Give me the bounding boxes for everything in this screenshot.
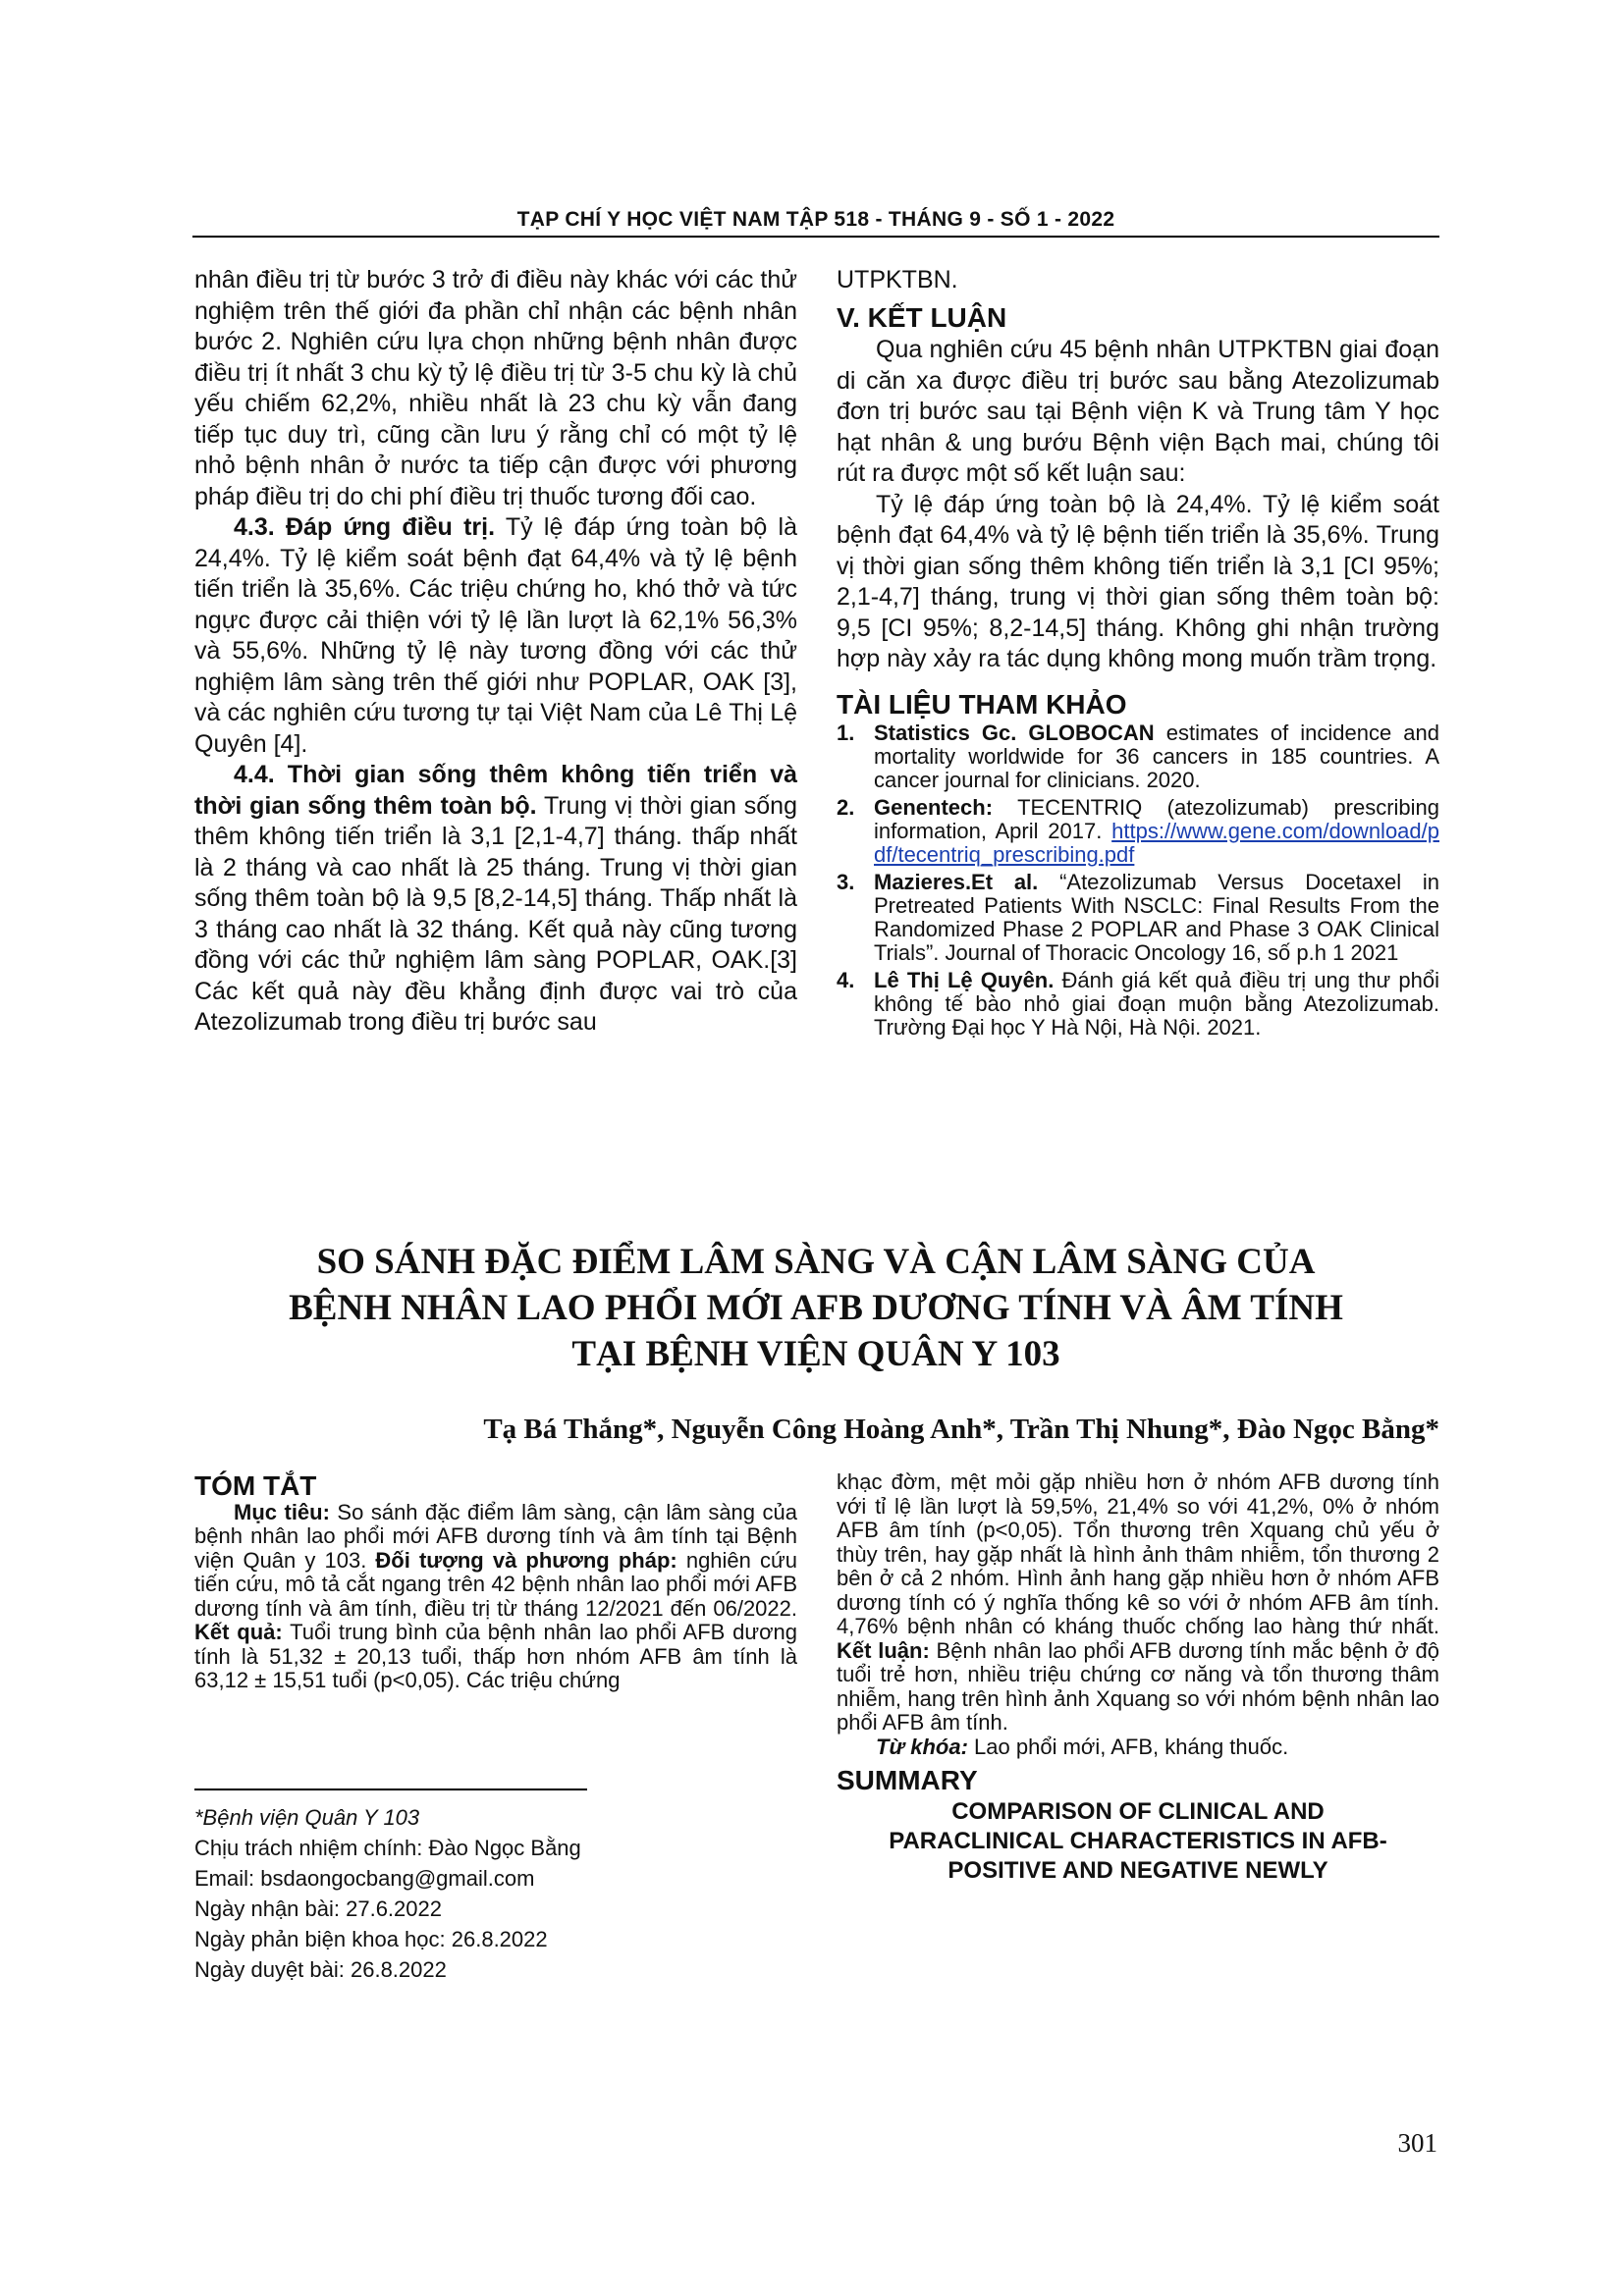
footnote-reviewed: Ngày phản biện khoa học: 26.8.2022 [194,1927,548,1951]
reference-text: “Atezolizumab Versus Docetaxel in Pretreated Patients With NSCLC: Final Results From the Randomized Phase 2 POPLAR and Phase 3 OAK Clinical Trials”. Journal of Thoracic Oncology 16, số p.h 1 2021 [874,870,1439,965]
article-title-line-2: BỆNH NHÂN LAO PHỔI MỚI AFB DƯƠNG TÍNH VÀ ÂM TÍNH [289,1288,1343,1328]
conclusion-text: Bệnh nhân lao phổi AFB dương tính mắc bệnh ở độ tuổi trẻ hơn, nhiều triệu chứng cơ năng và tổn thương thâm nhiễm, hang trên hình ảnh Xquang so với nhóm bệnh nhân lao phổi AFB âm tính. [837,1637,1439,1735]
continued-text: UTPKTBN. [837,266,958,294]
reference-number: 4. [837,968,855,992]
references-list [837,721,1439,1040]
article-authors: Tạ Bá Thắng*, Nguyễn Công Hoàng Anh*, Trần Thị Nhung*, Đào Ngọc Bằng* [483,1414,1439,1445]
references-heading: TÀI LIỆU THAM KHẢO [837,688,1127,720]
reference-number: 3. [837,870,855,894]
objective-label: Mục tiêu: [234,1499,330,1524]
reference-text: Đánh giá kết quả điều trị ung thư phổi không tế bào nhỏ giai đoạn muộn bằng Atezolizumab. Trường Đại học Y Hà Nội, Hà Nội. 2021. [874,968,1439,1040]
footnote-received: Ngày nhận bài: 27.6.2022 [194,1896,442,1921]
abstract-paragraph [194,1501,797,1693]
reference-number: 2. [837,795,855,820]
summary-title-line-1: COMPARISON OF CLINICAL AND [951,1797,1325,1825]
objective-text: So sánh đặc điểm lâm sàng, cận lâm sàng của bệnh nhân lao phổi mới AFB dương tính và âm tính tại Bệnh viện Quân y 103. [194,1499,797,1573]
running-header: TẠP CHÍ Y HỌC VIỆT NAM TẬP 518 - THÁNG 9 - SỐ 1 - 2022 [192,208,1439,238]
reference-author: Genentech: [874,795,994,820]
section-4-3 [194,512,797,760]
summary-title [837,1797,1439,1886]
summary-title-line-2: PARACLINICAL CHARACTERISTICS IN AFB- [889,1827,1387,1854]
summary-title-line-3: POSITIVE AND NEGATIVE NEWLY [947,1856,1328,1884]
results-label: Kết quả: [194,1620,283,1644]
abstract-heading: TÓM TẮT [194,1470,317,1501]
reference-author: Mazieres.Et al. [874,870,1039,894]
keywords [837,1735,1439,1760]
reference-author: Lê Thị Lệ Quyên. [874,968,1055,992]
reference-text: TECENTRIQ (atezolizumab) prescribing information, April 2017. [874,795,1439,843]
section-4-4 [194,760,797,1039]
abstract-paragraph-continued [837,1470,1439,1735]
reference-item [837,721,1439,792]
conclusion-paragraph-2: Tỷ lệ đáp ứng toàn bộ là 24,4%. Tỷ lệ kiểm soát bệnh đạt 64,4% và tỷ lệ bệnh tiến triển là 35,6%. Trung vị thời gian sống thêm không tiến triển là 3,1 [CI 95%; 2,1-4,7] tháng, trung vị thời gian sống thêm toàn bộ: 9,5 [CI 95%; 8,2-14,5] tháng. Không ghi nhận trường hợp này xảy ra tác dụng không mong muốn trầm trọng. [837,490,1439,672]
abstract-right-column [837,1470,1439,1886]
right-column [837,265,1439,1043]
article-title [192,1239,1439,1377]
section-4-3-heading: 4.3. Đáp ứng điều trị. [234,513,496,541]
results-text-continued: khạc đờm, mệt mỏi gặp nhiều hơn ở nhóm AFB dương tính với tỉ lệ lần lượt là 59,5%, 21,4% so với 41,2%, 0% ở nhóm AFB âm tính (p<0,05). Tổn thương trên Xquang chủ yếu ở thùy trên, hay gặp nhất là hình ảnh thâm nhiễm, tổn thương 2 bên ở cả 2 nhóm. Hình ảnh hang gặp nhiều hơn ở nhóm AFB dương tính có ý nghĩa thống kê so với ở nhóm AFB âm tính. 4,76% bệnh nhân có kháng thuốc chống lao hàng thứ nhất. [837,1469,1439,1638]
section-4-4-text: Trung vị thời gian sống thêm không tiến triển là 3,1 [2,1-4,7] tháng. thấp nhất là 2 tháng và cao nhất là 25 tháng. Trung vị thời gian sống thêm toàn bộ là 9,5 [8,2-14,5] tháng. Thấp nhất là 3 tháng cao nhất là 32 tháng. Kết quả này cũng tương đồng với các thử nghiệm lâm sàng POPLAR, OAK.[3] Các kết quả này đều khẳng định được vai trò của Atezolizumab trong điều trị bước sau [194,791,797,1036]
conclusion-label: Kết luận: [837,1637,930,1663]
keywords-label: Từ khóa: [876,1734,968,1759]
left-column [194,265,797,1039]
footnote-responsible: Chịu trách nhiệm chính: Đào Ngọc Bằng [194,1836,581,1860]
section-4-4-heading: 4.4. Thời gian sống thêm không tiến triển và thời gian sống thêm toàn bộ. [194,761,797,820]
methods-text: nghiên cứu tiến cứu, mô tả cắt ngang trên 42 bệnh nhân lao phổi mới AFB dương tính và âm tính, điều trị từ tháng 12/2021 đến 06/2022. [194,1547,797,1621]
reference-number: 1. [837,721,855,745]
abstract-left-column [194,1470,797,1693]
footnote-accepted: Ngày duyệt bài: 26.8.2022 [194,1957,447,1982]
footnote [194,1802,797,1985]
article-title-line-1: SO SÁNH ĐẶC ĐIỂM LÂM SÀNG VÀ CẬN LÂM SÀNG CỦA [316,1242,1316,1282]
footnote-affiliation: *Bệnh viện Quân Y 103 [194,1805,420,1830]
section-4-3-text: Tỷ lệ đáp ứng toàn bộ là 24,4%. Tỷ lệ kiểm soát bệnh đạt 64,4% và tỷ lệ bệnh tiến triển là 35,6%. Các triệu chứng ho, khó thở và tức ngực được cải thiện với tỷ lệ lần lượt là 62,1% 56,3% và 55,6%. Những tỷ lệ này tương đồng với các thử nghiệm lâm sàng trên thế giới như POPLAR, OAK [3], và các nghiên cứu tương tự tại Việt Nam của Lê Thị Lệ Quyên [4]. [194,513,797,758]
conclusion-heading: V. KẾT LUẬN [837,301,1007,333]
footnote-email: Email: bsdaongocbang@gmail.com [194,1866,535,1891]
reference-link[interactable]: https://www.gene.com/download/pdf/tecentriq_prescribing.pdf [874,819,1439,867]
discussion-paragraph: nhân điều trị từ bước 3 trở đi điều này khác với các thử nghiệm trên thế giới đa phần chỉ nhận các bệnh nhân bước 2. Nghiên cứu lựa chọn những bệnh nhân được điều trị ít nhất 3 chu kỳ tỷ lệ điều trị từ 3-5 chu kỳ là chủ yếu chiếm 62,2%, nhiều nhất là 23 chu kỳ vẫn đang tiếp tục duy trì, cũng cần lưu ý rằng chỉ có một tỷ lệ nhỏ bệnh nhân ở nước ta tiếp cận được với phương pháp điều trị do chi phí điều trị thuốc tương đối cao. [194,266,797,510]
reference-author: Statistics Gc. GLOBOCAN [874,721,1155,745]
reference-item [837,796,1439,867]
reference-text: estimates of incidence and mortality worldwide for 36 cancers in 185 countries. A cancer journal for clinicians. 2020. [874,721,1439,792]
keywords-text: Lao phổi mới, AFB, kháng thuốc. [967,1734,1289,1759]
footnote-divider [194,1789,587,1790]
reference-item [837,969,1439,1040]
conclusion-paragraph-1: Qua nghiên cứu 45 bệnh nhân UTPKTBN giai đoạn di căn xa được điều trị bước sau bằng Atezolizumab đơn trị bước sau tại Bệnh viện K và Trung tâm Y học hạt nhân & ung bướu Bệnh viện Bạch mai, chúng tôi rút ra được một số kết luận sau: [837,336,1439,487]
reference-item [837,871,1439,965]
results-text: Tuổi trung bình của bệnh nhân lao phổi AFB dương tính là 51,32 ± 20,13 tuổi, thấp hơn nhóm AFB âm tính là 63,12 ± 15,51 tuổi (p<0,05). Các triệu chứng [194,1620,797,1692]
methods-label: Đối tượng và phương pháp: [375,1547,677,1573]
article-title-line-3: TẠI BỆNH VIỆN QUÂN Y 103 [571,1334,1060,1374]
page-number: 301 [1397,2128,1437,2158]
summary-heading: SUMMARY [837,1765,978,1795]
